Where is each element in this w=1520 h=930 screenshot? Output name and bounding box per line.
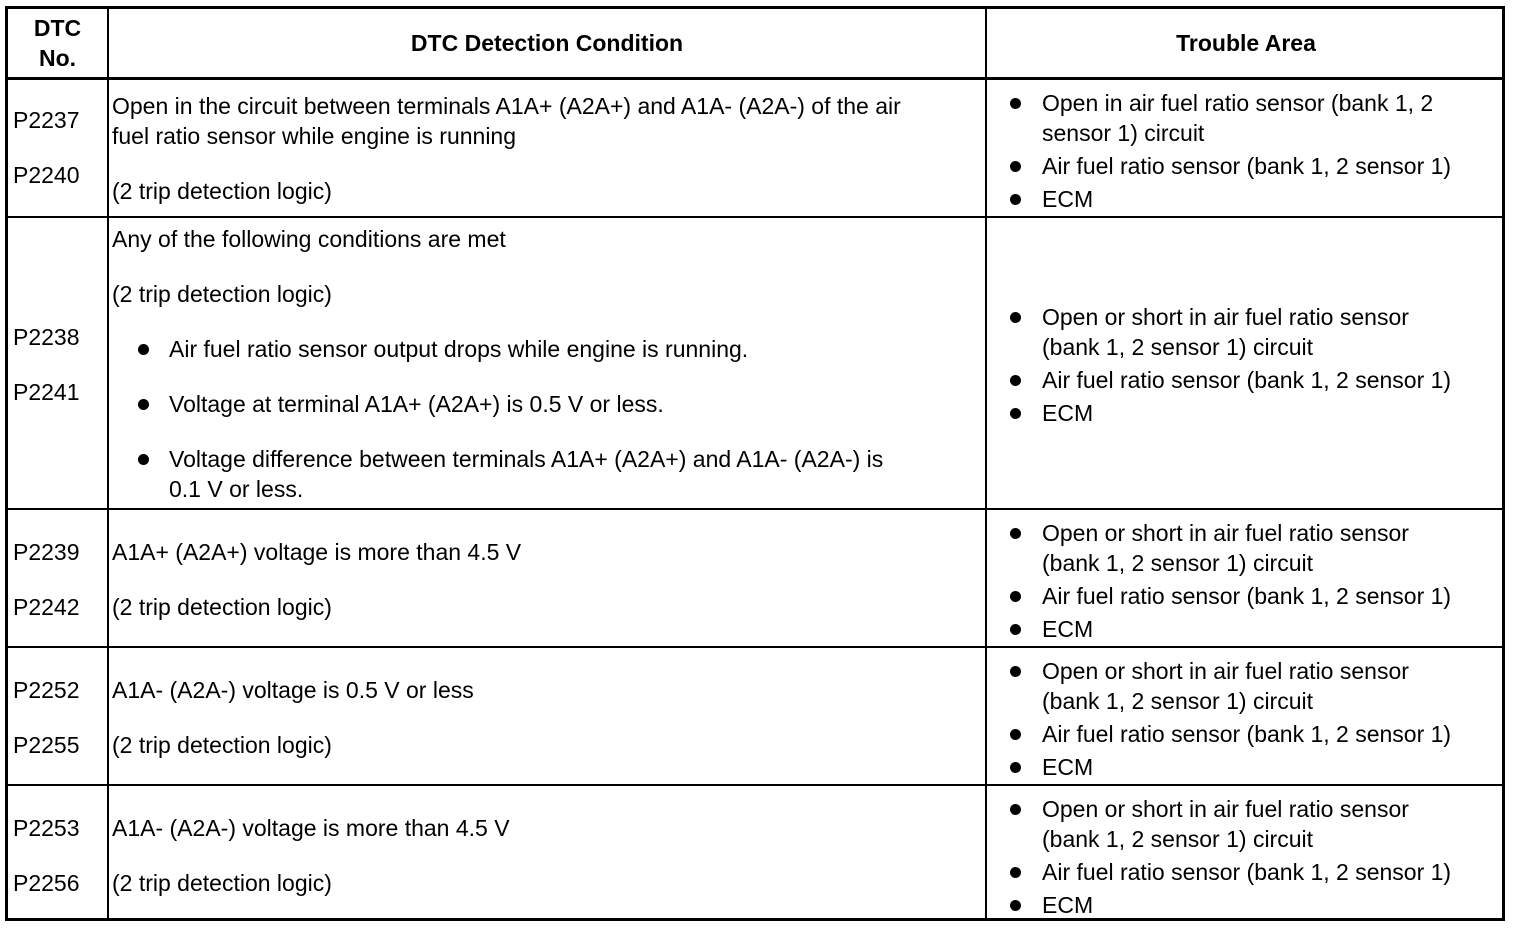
dtc-code: P2253 [13, 815, 80, 841]
trouble-area-list [1008, 656, 1506, 785]
condition-text: A1A- (A2A-) voltage is more than 4.5 V [112, 815, 510, 841]
trouble-area-item: Air fuel ratio sensor (bank 1, 2 sensor 1) [1008, 719, 1506, 749]
row-divider [8, 508, 1502, 510]
condition-bullet: Air fuel ratio sensor output drops while engine is running. [138, 334, 748, 364]
condition-text: A1A- (A2A-) voltage is 0.5 V or less [112, 677, 474, 703]
trouble-area-item: Air fuel ratio sensor (bank 1, 2 sensor 1) [1008, 581, 1506, 611]
condition-bullet: Voltage at terminal A1A+ (A2A+) is 0.5 V or less. [138, 389, 664, 419]
condition-text: Any of the following conditions are met [112, 226, 506, 252]
column-divider [107, 9, 109, 918]
trouble-area-item: ECM [1008, 890, 1506, 920]
trouble-area-item: ECM [1008, 752, 1506, 782]
trouble-area-list [1008, 302, 1506, 431]
condition-text: fuel ratio sensor while engine is running [112, 123, 517, 149]
dtc-code: P2240 [13, 162, 80, 188]
column-divider [985, 9, 987, 918]
trouble-area-item: Air fuel ratio sensor (bank 1, 2 sensor 1) [1008, 857, 1506, 887]
condition-text: (2 trip detection logic) [112, 178, 332, 204]
trouble-area-list [1008, 518, 1506, 647]
header-dtc-no: DTC No. [33, 15, 82, 71]
trouble-area-list [1008, 794, 1506, 923]
dtc-code: P2255 [13, 732, 80, 758]
trouble-area-list [1008, 88, 1506, 217]
dtc-code: P2238 [13, 324, 80, 350]
trouble-area-item: ECM [1008, 184, 1506, 214]
trouble-area-item: Open or short in air fuel ratio sensor (bank 1, 2 sensor 1) circuit [1008, 794, 1506, 854]
condition-text: (2 trip detection logic) [112, 281, 332, 307]
header-trouble-area: Trouble Area [1176, 30, 1316, 56]
dtc-code: P2241 [13, 379, 80, 405]
trouble-area-item: Open or short in air fuel ratio sensor (bank 1, 2 sensor 1) circuit [1008, 518, 1506, 578]
condition-text: Open in the circuit between terminals A1A+ (A2A+) and A1A- (A2A-) of the air [112, 93, 901, 119]
trouble-area-item: Open or short in air fuel ratio sensor (bank 1, 2 sensor 1) circuit [1008, 302, 1506, 362]
dtc-code: P2242 [13, 594, 80, 620]
trouble-area-item: ECM [1008, 398, 1506, 428]
trouble-area-item: Open in air fuel ratio sensor (bank 1, 2 sensor 1) circuit [1008, 88, 1506, 148]
condition-text: (2 trip detection logic) [112, 870, 332, 896]
dtc-code: P2239 [13, 539, 80, 565]
trouble-area-item: Open or short in air fuel ratio sensor (bank 1, 2 sensor 1) circuit [1008, 656, 1506, 716]
trouble-area-item: Air fuel ratio sensor (bank 1, 2 sensor 1) [1008, 151, 1506, 181]
trouble-area-item: Air fuel ratio sensor (bank 1, 2 sensor 1) [1008, 365, 1506, 395]
condition-text: (2 trip detection logic) [112, 594, 332, 620]
header-divider [8, 77, 1502, 80]
header-detection-condition: DTC Detection Condition [410, 30, 684, 56]
dtc-code: P2237 [13, 107, 80, 133]
condition-text: (2 trip detection logic) [112, 732, 332, 758]
dtc-table [5, 6, 1505, 921]
condition-bullet: Voltage difference between terminals A1A+ (A2A+) and A1A- (A2A-) is 0.1 V or less. [138, 444, 883, 504]
dtc-code: P2252 [13, 677, 80, 703]
dtc-code: P2256 [13, 870, 80, 896]
trouble-area-item: ECM [1008, 614, 1506, 644]
condition-text: A1A+ (A2A+) voltage is more than 4.5 V [112, 539, 522, 565]
